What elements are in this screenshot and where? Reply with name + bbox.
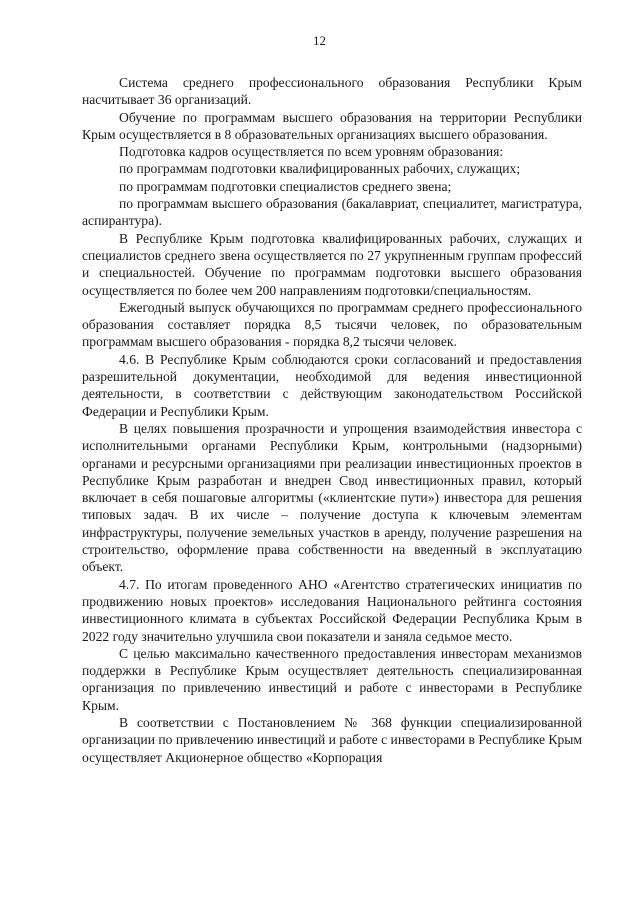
- list-item-workers-programs: по программам подготовки квалифицированных рабочих, служащих;: [119, 161, 521, 177]
- paragraph-specialized-organization: С целью максимально качественного предоставления инвесторам механизмов поддержки в Республике Крым осуществляет деятельность специализированная организация по привлечению инвестиций и работе с инвесторами в Республике Крым.: [82, 645, 582, 713]
- paragraph-professions-groups: В Республике Крым подготовка квалифицированных рабочих, служащих и специалистов среднего звена осуществляется по 27 укрупненным группам профессий и специальностей. Обучение по программам подготовки высшего образования осуществляется по более чем 200 направлениям подготовки/специальностям.: [82, 230, 582, 298]
- paragraph-section-4-6: 4.6. В Республике Крым соблюдаются сроки согласований и предоставления разрешительной документации, необходимой для ведения инвестиционной деятельности, в соответствии с действующим законодательством Российской Федерации и Республики Крым.: [82, 351, 582, 419]
- paragraph-resolution-368: В соответствии с Постановлением № 368 функции специализированной организации по привлечению инвестиций и работе с инвесторами в Республике Крым осуществляет Акционерное общество «Корпорация: [82, 714, 582, 765]
- page-number: 12: [313, 33, 326, 48]
- paragraph-training-levels-intro: Подготовка кадров осуществляется по всем уровням образования:: [119, 144, 504, 160]
- paragraph-higher-education-organizations: Обучение по программам высшего образования на территории Республики Крым осуществляется в 8 образовательных организациях высшего образования.: [82, 109, 582, 142]
- paragraph-annual-graduates: Ежегодный выпуск обучающихся по программам среднего профессионального образования составляет порядка 8,5 тысячи человек, по образовательным программам высшего образования - порядка 8,2 тысячи человек.: [82, 299, 582, 350]
- paragraph-section-4-7: 4.7. По итогам проведенного АНО «Агентство стратегических инициатив по продвижению новых проектов» исследования Национального рейтинга состояния инвестиционного климата в субъектах Российской Федерации Республика Крым в 2022 году значительно улучшила свои показатели и заняла седьмое место.: [82, 576, 582, 644]
- list-item-mid-level-programs: по программам подготовки специалистов среднего звена;: [119, 178, 452, 194]
- paragraph-spo-organizations: Система среднего профессионального образования Республики Крым насчитывает 36 организаций.: [82, 75, 582, 108]
- paragraph-investment-rules: В целях повышения прозрачности и упрощения взаимодействия инвестора с исполнительными органами Республики Крым, контрольными (надзорными) органами и ресурсными организациями при реализации инвестиционных проектов в Республике Крым разработан и внедрен Свод инвестиционных правил, который включает в себя пошаговые алгоритмы («клиентские пути») инвестора для решения типовых задач. В их числе – получение доступа к ключевым элементам инфраструктуры, получение земельных участков в аренду, получение разрешения на строительство, оформление права собственности на введенный в эксплуатацию объект.: [82, 420, 582, 575]
- document-body: [82, 74, 582, 766]
- list-item-higher-education-programs: по программам высшего образования (бакалавриат, специалитет, магистратура, аспирантура).: [82, 196, 582, 229]
